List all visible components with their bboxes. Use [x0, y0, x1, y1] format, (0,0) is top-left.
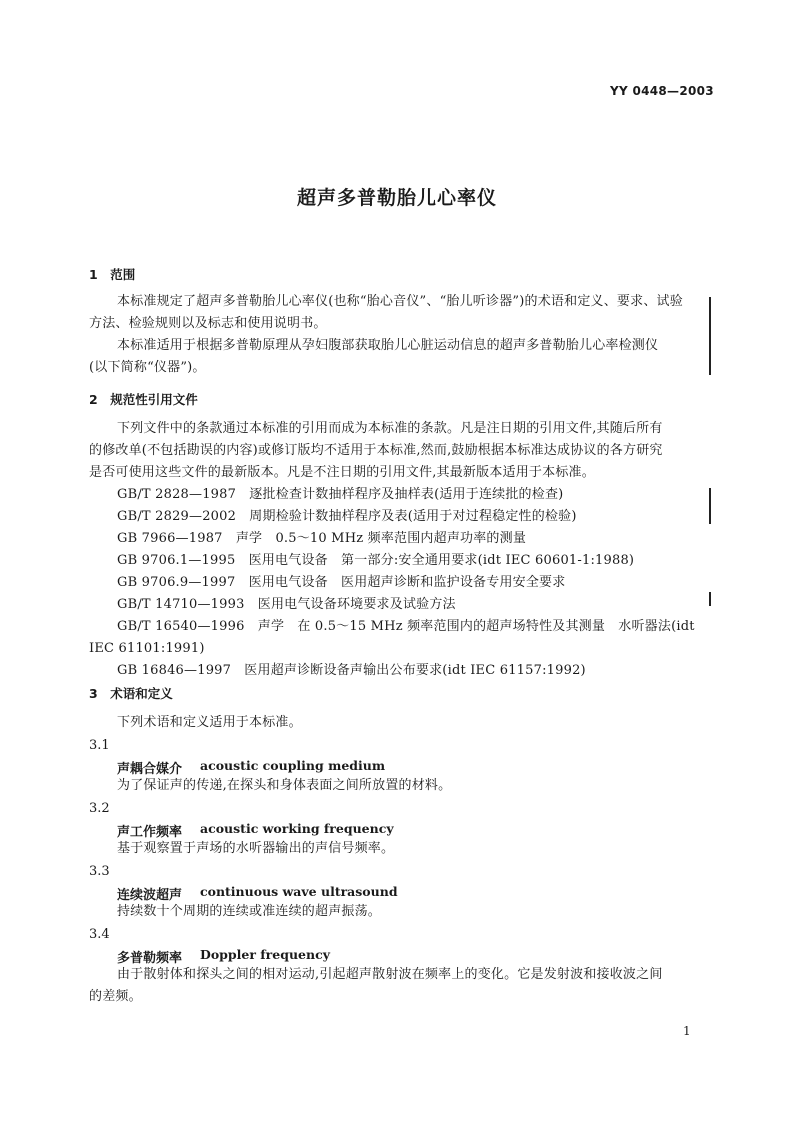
term-number: 3.2: [89, 801, 110, 816]
section-2-heading: 2 规范性引用文件: [89, 392, 198, 407]
reference-item-continuation: IEC 61101:1991): [89, 641, 205, 656]
term-chinese: 声工作频率: [117, 825, 183, 840]
reference-item: GB 16846—1997 医用超声诊断设备声输出公布要求(idt IEC 61157:1992): [117, 663, 586, 678]
reference-item: GB/T 2828—1987 逐批检查计数抽样程序及抽样表(适用于连续批的检查): [117, 487, 564, 502]
section-1-para-2-line-2: (以下简称“仪器”)。: [89, 360, 206, 375]
term-definition: 基于观察置于声场的水听器输出的声信号频率。: [117, 841, 395, 856]
term-chinese: 连续波超声: [117, 888, 183, 903]
section-1-para-1-line-2: 方法、检验规则以及标志和使用说明书。: [89, 316, 327, 331]
section-1-para-1-line-1: 本标准规定了超声多普勒胎儿心率仪(也称“胎心音仪”、“胎儿听诊器”)的术语和定义、要求、试验: [117, 294, 683, 309]
change-bar: [709, 592, 711, 606]
term-number: 3.3: [89, 864, 110, 879]
term-english: acoustic working frequency: [200, 821, 394, 836]
term-definition: 持续数十个周期的连续或准连续的超声振荡。: [117, 904, 382, 919]
reference-item: GB 9706.9—1997 医用电气设备 医用超声诊断和监护设备专用安全要求: [117, 575, 566, 590]
section-2-intro-line-3: 是否可使用这些文件的最新版本。凡是不注日期的引用文件,其最新版本适用于本标准。: [89, 465, 595, 480]
section-2-intro-line-2: 的修改单(不包括勘误的内容)或修订版均不适用于本标准,然而,鼓励根据本标准达成协议的各方研究: [89, 443, 663, 458]
term-english: Doppler frequency: [200, 947, 330, 962]
term-chinese: 多普勒频率: [117, 951, 183, 966]
term-definition-continuation: 的差频。: [89, 989, 142, 1004]
reference-item: GB/T 2829—2002 周期检验计数抽样程序及表(适用于对过程稳定性的检验): [117, 509, 577, 524]
standard-number: YY 0448—2003: [610, 84, 714, 98]
page-title: 超声多普勒胎儿心率仪: [296, 187, 497, 209]
term-chinese: 声耦合媒介: [117, 762, 183, 777]
section-3-intro: 下列术语和定义适用于本标准。: [117, 715, 302, 730]
term-number: 3.1: [89, 738, 110, 753]
section-1-heading: 1 范围: [89, 267, 136, 282]
change-bar: [709, 297, 711, 375]
reference-item: GB/T 14710—1993 医用电气设备环境要求及试验方法: [117, 597, 456, 612]
change-bar: [709, 488, 711, 524]
term-definition: 由于散射体和探头之间的相对运动,引起超声散射波在频率上的变化。它是发射波和接收波之间: [117, 967, 663, 982]
section-3-heading: 3 术语和定义: [89, 686, 173, 701]
term-english: acoustic coupling medium: [200, 758, 386, 773]
section-2-intro-line-1: 下列文件中的条款通过本标准的引用而成为本标准的条款。凡是注日期的引用文件,其随后所有: [117, 421, 663, 436]
reference-item: GB 7966—1987 声学 0.5～10 MHz 频率范围内超声功率的测量: [117, 531, 527, 546]
term-definition: 为了保证声的传递,在探头和身体表面之间所放置的材料。: [117, 778, 452, 793]
term-english: continuous wave ultrasound: [200, 884, 398, 899]
reference-item: GB 9706.1—1995 医用电气设备 第一部分:安全通用要求(idt IEC 60601-1:1988): [117, 553, 635, 568]
reference-item: GB/T 16540—1996 声学 在 0.5～15 MHz 频率范围内的超声场特性及其测量 水听器法(idt: [117, 619, 695, 634]
section-1-para-2-line-1: 本标准适用于根据多普勒原理从孕妇腹部获取胎儿心脏运动信息的超声多普勒胎儿心率检测仪: [117, 338, 659, 353]
page-number: 1: [683, 1024, 691, 1038]
term-number: 3.4: [89, 927, 110, 942]
